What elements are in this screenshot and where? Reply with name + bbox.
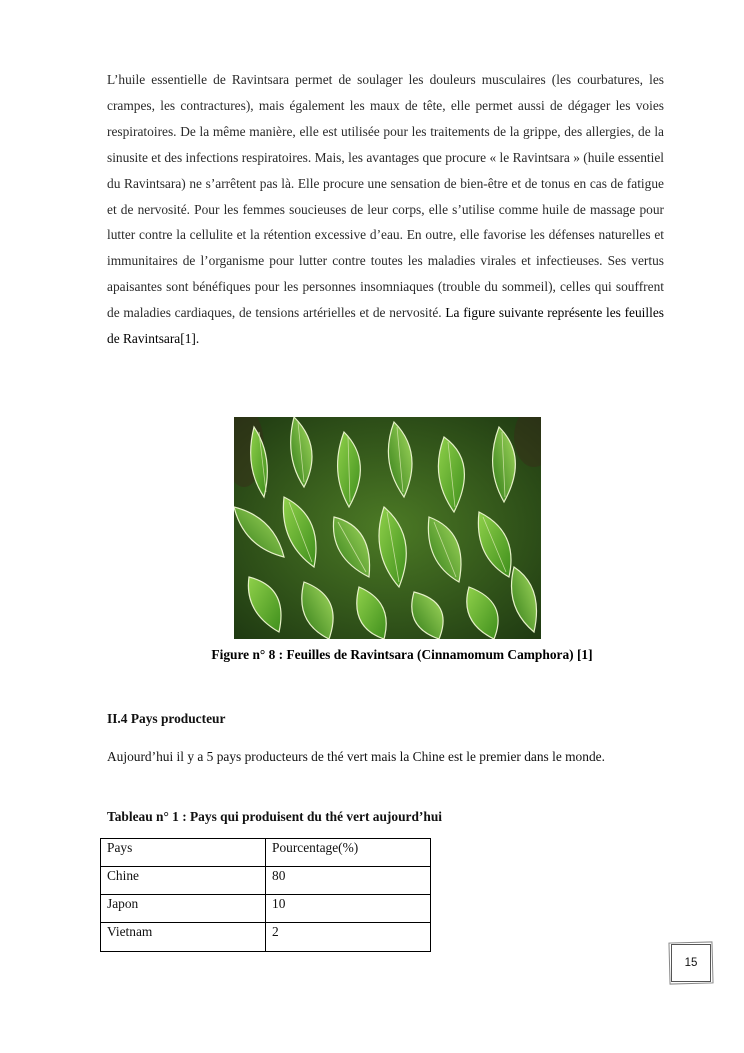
paragraph-figure-reference: La figure suivante représente les feuilles de Ravintsara[1]. <box>107 305 665 347</box>
table-cell-percentage: 10 <box>266 895 431 923</box>
table-cell-percentage: 2 <box>266 923 431 952</box>
table-title: Tableau n° 1 : Pays qui produisent du thé vert aujourd’hui <box>107 809 442 824</box>
table-row <box>101 923 431 952</box>
producer-paragraph: Aujourd’hui il y a 5 pays producteurs de thé vert mais la Chine est le premier dans le monde. <box>107 749 605 764</box>
ravintsara-leaves-photo <box>234 417 541 639</box>
table-cell-percentage: 80 <box>266 867 431 895</box>
page-number-label: 15 <box>684 957 698 969</box>
producer-table <box>100 838 431 952</box>
table-header-cell: Pays <box>101 839 266 867</box>
table-cell-country: Vietnam <box>101 923 266 952</box>
figure-caption: Figure n° 8 : Feuilles de Ravintsara (Cinnamomum Camphora) [1] <box>211 647 593 662</box>
table-cell-country: Japon <box>101 895 266 923</box>
body-paragraph <box>107 67 664 352</box>
table-header-row <box>101 839 431 867</box>
paragraph-main-text: L’huile essentielle de Ravintsara permet de soulager les douleurs musculaires (les courbatures, les crampes, les contractures), mais également les maux de tête, elle permet aussi de dégager les voies respiratoires. De la même manière, elle est utilisée pour les traitements de la grippe, des allergies, de la sinusite et des infections respiratoires. Mais, les avantages que procure « le Ravintsara » (huile essentiel du Ravintsara) ne s’arrêtent pas là. Elle procure une sensation de bien-être et de tonus en cas de fatigue et de nervosité. Pour les femmes soucieuses de leur corps, elle s’utilise comme huile de massage pour lutter contre la cellulite et la rétention excessive d’eau. En outre, elle favorise les défenses naturelles et immunitaires de l’organisme pour lutter contre toutes les maladies virales et infectieuses. Ses vertus apaisantes sont bénéfiques pour les personnes insomniaques (trouble du sommeil), celles qui souffrent de maladies cardiaques, de tensions artérielles et de nervosité. <box>107 72 664 321</box>
table-header-cell: Pourcentage(%) <box>266 839 431 867</box>
page-number <box>671 944 711 982</box>
section-heading: II.4 Pays producteur <box>107 711 226 726</box>
table-row <box>101 867 431 895</box>
table-row <box>101 895 431 923</box>
table-cell-country: Chine <box>101 867 266 895</box>
